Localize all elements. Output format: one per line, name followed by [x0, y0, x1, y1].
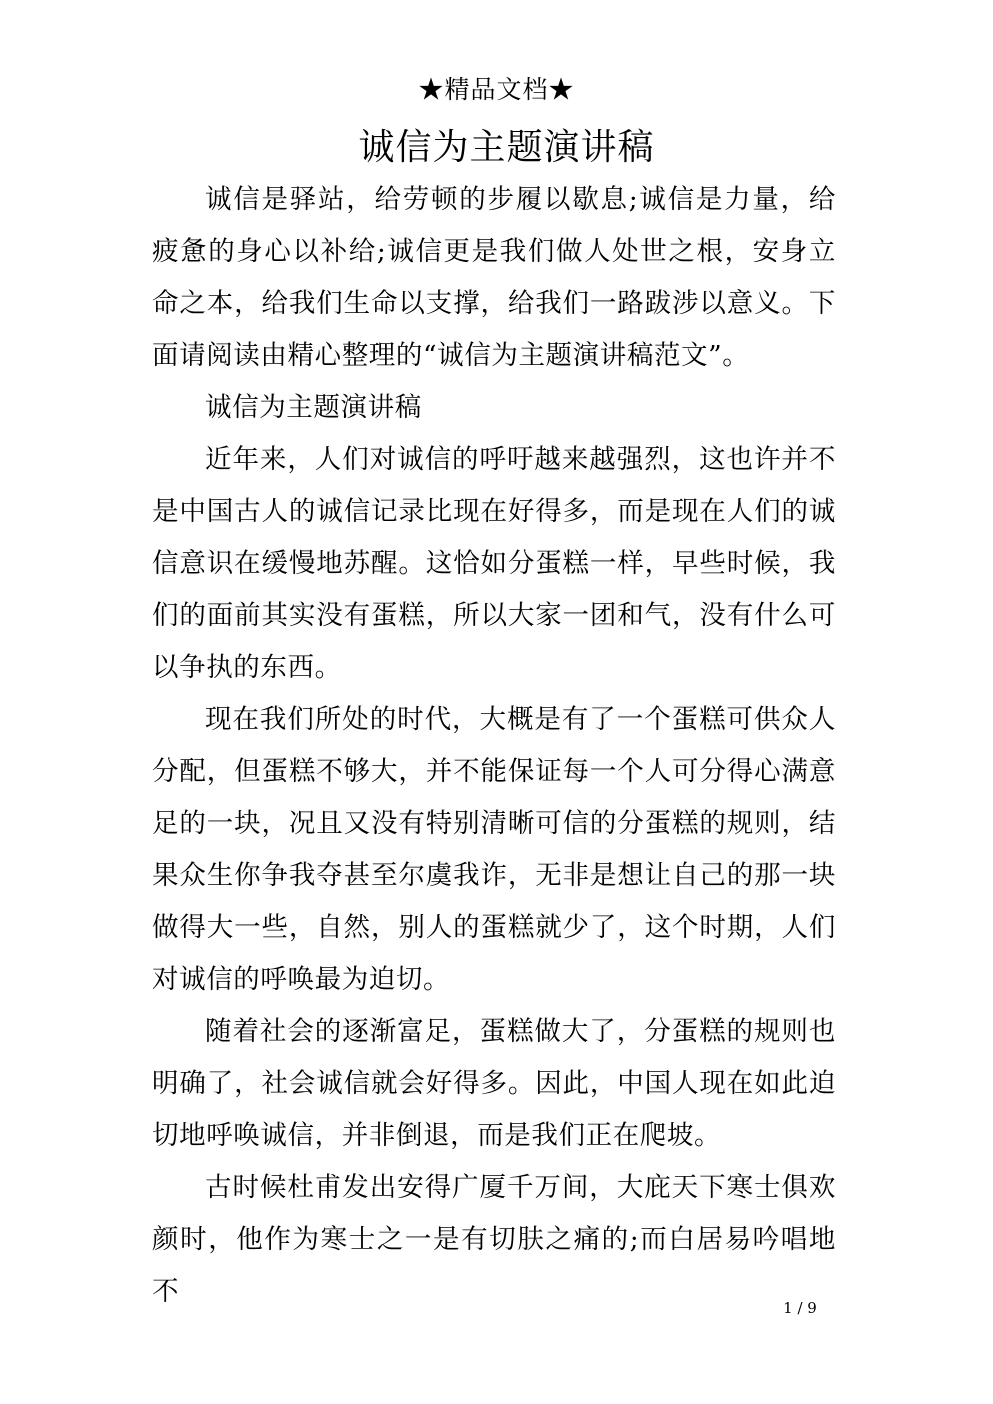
paragraph: 现在我们所处的时代，大概是有了一个蛋糕可供众人分配，但蛋糕不够大，并不能保证每一个人可分得心满意足的一块，况且又没有特别清晰可信的分蛋糕的规则，结果众生你争我夺甚至尔虞我诈，无非是想让自己的那一块做得大一些，自然，别人的蛋糕就少了，这个时期，人们对诚信的呼唤最为迫切。: [152, 704, 836, 995]
document-title: 诚信为主题演讲稿: [358, 127, 655, 168]
document-body: [152, 174, 836, 1318]
paragraph: 古时候杜甫发出安得广厦千万间，大庇天下寒士俱欢颜时，他作为寒士之一是有切肤之痛的;而白居易吟唱地不: [152, 1172, 836, 1307]
paragraph: 近年来，人们对诚信的呼吁越来越强烈，这也许并不是中国古人的诚信记录比现在好得多，而是现在人们的诚信意识在缓慢地苏醒。这恰如分蛋糕一样，早些时候，我们的面前其实没有蛋糕，所以大家一团和气，没有什么可以争执的东西。: [152, 444, 836, 683]
header-label: ★精品文档★: [418, 75, 575, 104]
section-heading: 诚信为主题演讲稿: [205, 392, 422, 423]
page-number: 1 / 9: [783, 1299, 817, 1317]
paragraph: 诚信是驿站，给劳顿的步履以歇息;诚信是力量，给疲惫的身心以补给;诚信更是我们做人处世之根，安身立命之本，给我们生命以支撑，给我们一路跋涉以意义。下面请阅读由精心整理的“诚信为主题演讲稿范文”。: [152, 184, 836, 371]
paragraph: 随着社会的逐渐富足，蛋糕做大了，分蛋糕的规则也明确了，社会诚信就会好得多。因此，中国人现在如此迫切地呼唤诚信，并非倒退，而是我们正在爬坡。: [152, 1016, 836, 1151]
